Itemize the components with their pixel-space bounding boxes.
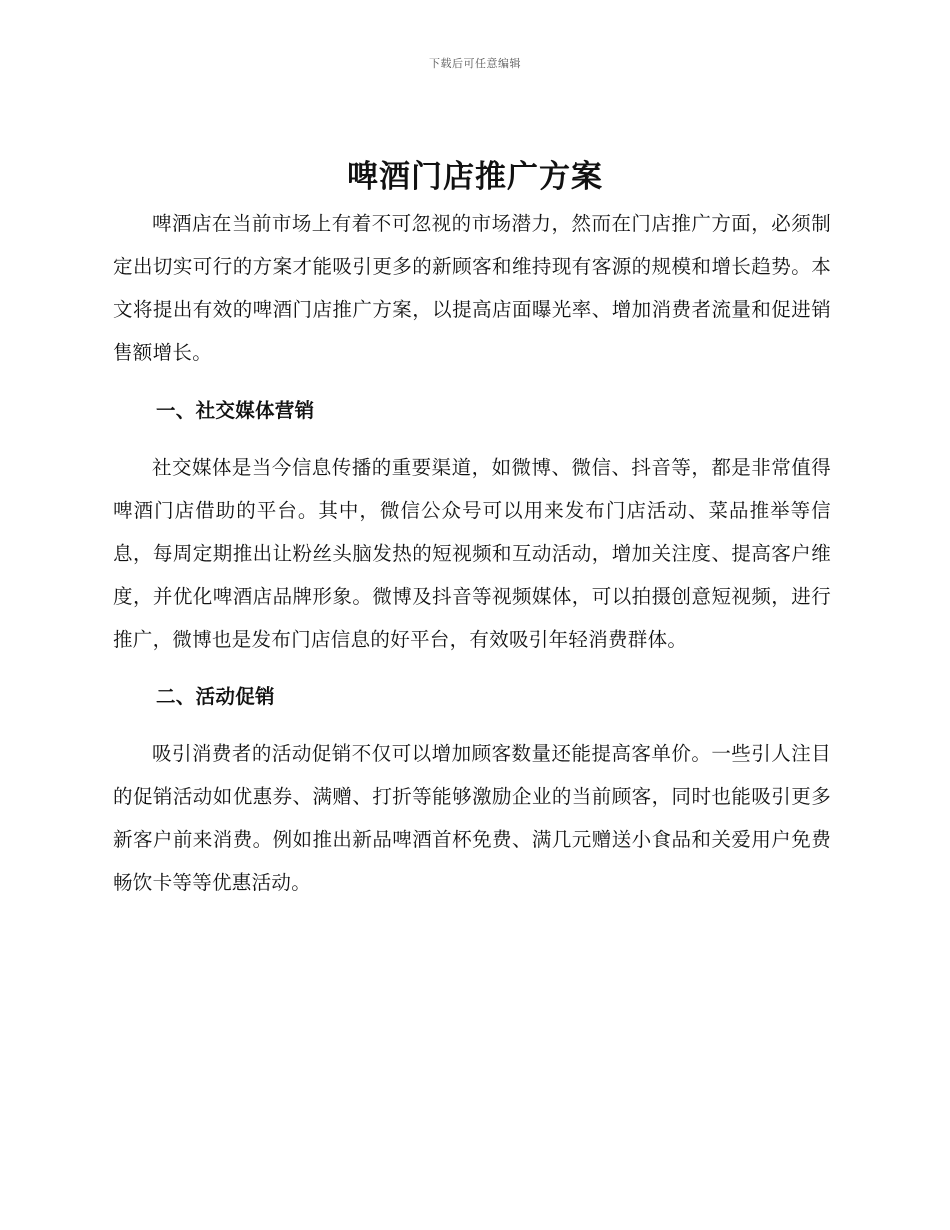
document-title: 啤酒门店推广方案 xyxy=(347,159,603,195)
intro-paragraph: 啤酒店在当前市场上有着不可忽视的市场潜力，然而在门店推广方面，必须制定出切实可行的方案才能吸引更多的新顾客和维持现有客源的规模和增长趋势。本文将提出有效的啤酒门店推广方案，以提高店面曝光率、增加消费者流量和促进销售额增长。 xyxy=(113,212,831,364)
section-paragraph-promotions: 吸引消费者的活动促销不仅可以增加顾客数量还能提高客单价。一些引人注目的促销活动如优惠券、满赠、打折等能够激励企业的当前顾客，同时也能吸引更多新客户前来消费。例如推出新品啤酒首杯免费、满几元赠送小食品和关爱用户免费畅饮卡等等优惠活动。 xyxy=(113,742,831,894)
section-heading-social-media: 一、社交媒体营销 xyxy=(156,399,315,422)
section-heading-promotions: 二、活动促销 xyxy=(156,685,275,708)
header-note: 下载后可任意编辑 xyxy=(429,57,521,70)
document-body xyxy=(113,202,831,904)
section-paragraph-social-media: 社交媒体是当今信息传播的重要渠道，如微博、微信、抖音等，都是非常值得啤酒门店借助的平台。其中，微信公众号可以用来发布门店活动、菜品推举等信息，每周定期推出让粉丝头脑发热的短视频和互动活动，增加关注度、提高客户维度，并优化啤酒店品牌形象。微博及抖音等视频媒体，可以拍摄创意短视频，进行推广，微博也是发布门店信息的好平台，有效吸引年轻消费群体。 xyxy=(113,456,831,651)
